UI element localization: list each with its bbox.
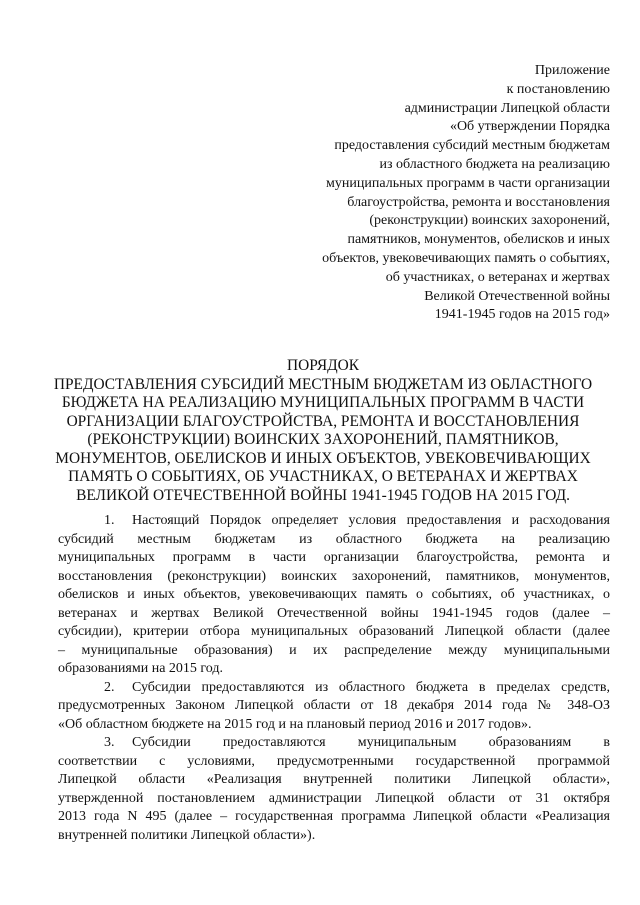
title-line: МОНУМЕНТОВ, ОБЕЛИСКОВ И ИНЫХ ОБЪЕКТОВ, УВЕКОВЕЧИВАЮЩИХ [55,449,591,467]
appendix-line: 1941-1945 годов на 2015 год» [434,307,610,323]
paragraph-line: обелисков и иных объектов, увековечивающих память о событиях, об участниках, о [58,587,610,602]
appendix-line: из областного бюджета на реализацию [379,156,610,172]
appendix-line: предоставления субсидий местным бюджетам [334,138,610,154]
title-line: ВЕЛИКОЙ ОТЕЧЕСТВЕННОЙ ВОЙНЫ 1941-1945 ГОДОВ НА 2015 ГОД. [76,486,570,504]
paragraph-line: предусмотренных Законом Липецкой области от 18 декабря 2014 года № 348-ОЗ [58,698,610,713]
paragraph-line: 2013 года N 495 (далее – государственная программа Липецкой области «Реализация [58,809,610,824]
paragraph-line: субсидии), критерии отбора муниципальных образований Липецкой области (далее [58,624,610,639]
paragraph-number: 2. [104,679,115,695]
paragraph-text: Субсидии предоставляются муниципальным образованиям в [132,735,610,750]
appendix-line: благоустройства, ремонта и восстановления [347,194,610,210]
title-line: ПРЕДОСТАВЛЕНИЯ СУБСИДИЙ МЕСТНЫМ БЮДЖЕТАМ ИЗ ОБЛАСТНОГО [53,375,593,393]
title-line: (РЕКОНСТРУКЦИИ) ВОИНСКИХ ЗАХОРОНЕНИЙ, ПАМЯТНИКОВ, [87,431,559,448]
paragraph-line: восстановления (реконструкции) воинских захоронений, памятников, монументов, [58,568,610,584]
paragraph-line: образованиями на 2015 год. [58,661,224,676]
paragraph-number: 1. [104,513,115,528]
appendix-line: об участниках, о ветеранах и жертвах [385,269,610,285]
paragraph-number: 3. [104,735,115,750]
appendix-line: к постановлению [506,81,610,97]
paragraph-line: ветеранах и жертвах Великой Отечественной войны 1941-1945 годов (далее – [58,605,610,621]
appendix-line: Великой Отечественной войны [424,288,610,304]
appendix-line: администрации Липецкой области [404,100,610,116]
appendix-line: памятников, монументов, обелисков и иных [347,232,610,248]
paragraph-line: – муниципальные образования) и их распределение между муниципальными [58,642,610,658]
paragraph-text: Субсидии предоставляются из областного бюджета в пределах средств, [132,679,610,695]
paragraph-first-line [58,679,610,698]
title-heading: ПОРЯДОК [287,357,359,374]
appendix-line: «Об утверждении Порядка [449,119,610,135]
paragraph-line: Липецкой области «Реализация внутренней политики Липецкой области», [58,772,610,787]
title-line: БЮДЖЕТА НА РЕАЛИЗАЦИЮ МУНИЦИПАЛЬНЫХ ПРОГРАММ В ЧАСТИ [61,394,585,411]
paragraph-2 [58,679,610,735]
appendix-line: муниципальных программ в части организации [326,175,610,191]
title-line: ПАМЯТЬ О СОБЫТИЯХ, ОБ УЧАСТНИКАХ, О ВЕТЕРАНАХ И ЖЕРТВАХ [68,468,578,485]
appendix-line: (реконструкции) воинских захоронений, [369,213,610,229]
paragraph-line: муниципальных программ в части организации благоустройства, ремонта и [58,550,610,565]
document-title [40,357,606,505]
paragraph-text: Настоящий Порядок определяет условия предоставления и расходования [132,513,610,528]
paragraph-line: «Об областном бюджете на 2015 год и на плановый период 2016 и 2017 годов». [58,716,532,732]
paragraph-first-line [58,512,610,531]
paragraph-3 [58,734,610,845]
paragraph-line: утвержденной постановлением администрации Липецкой области от 31 октября [58,790,610,806]
paragraph-line: соответствии с условиями, предусмотренными государственной программой [58,753,610,769]
appendix-note [270,62,610,325]
paragraph-line: внутренней политики Липецкой области»). [58,827,316,843]
paragraph-first-line [58,734,610,753]
appendix-line: объектов, увековечивающих память о событиях, [322,250,610,266]
paragraph-line: субсидий местным бюджетам из областного бюджета на реализацию [58,531,610,547]
document-body [58,512,610,845]
appendix-line: Приложение [534,63,610,78]
title-line: ОРГАНИЗАЦИИ БЛАГОУСТРОЙСТВА, РЕМОНТА И ВОССТАНОВЛЕНИЯ [66,412,580,430]
paragraph-1 [58,512,610,679]
